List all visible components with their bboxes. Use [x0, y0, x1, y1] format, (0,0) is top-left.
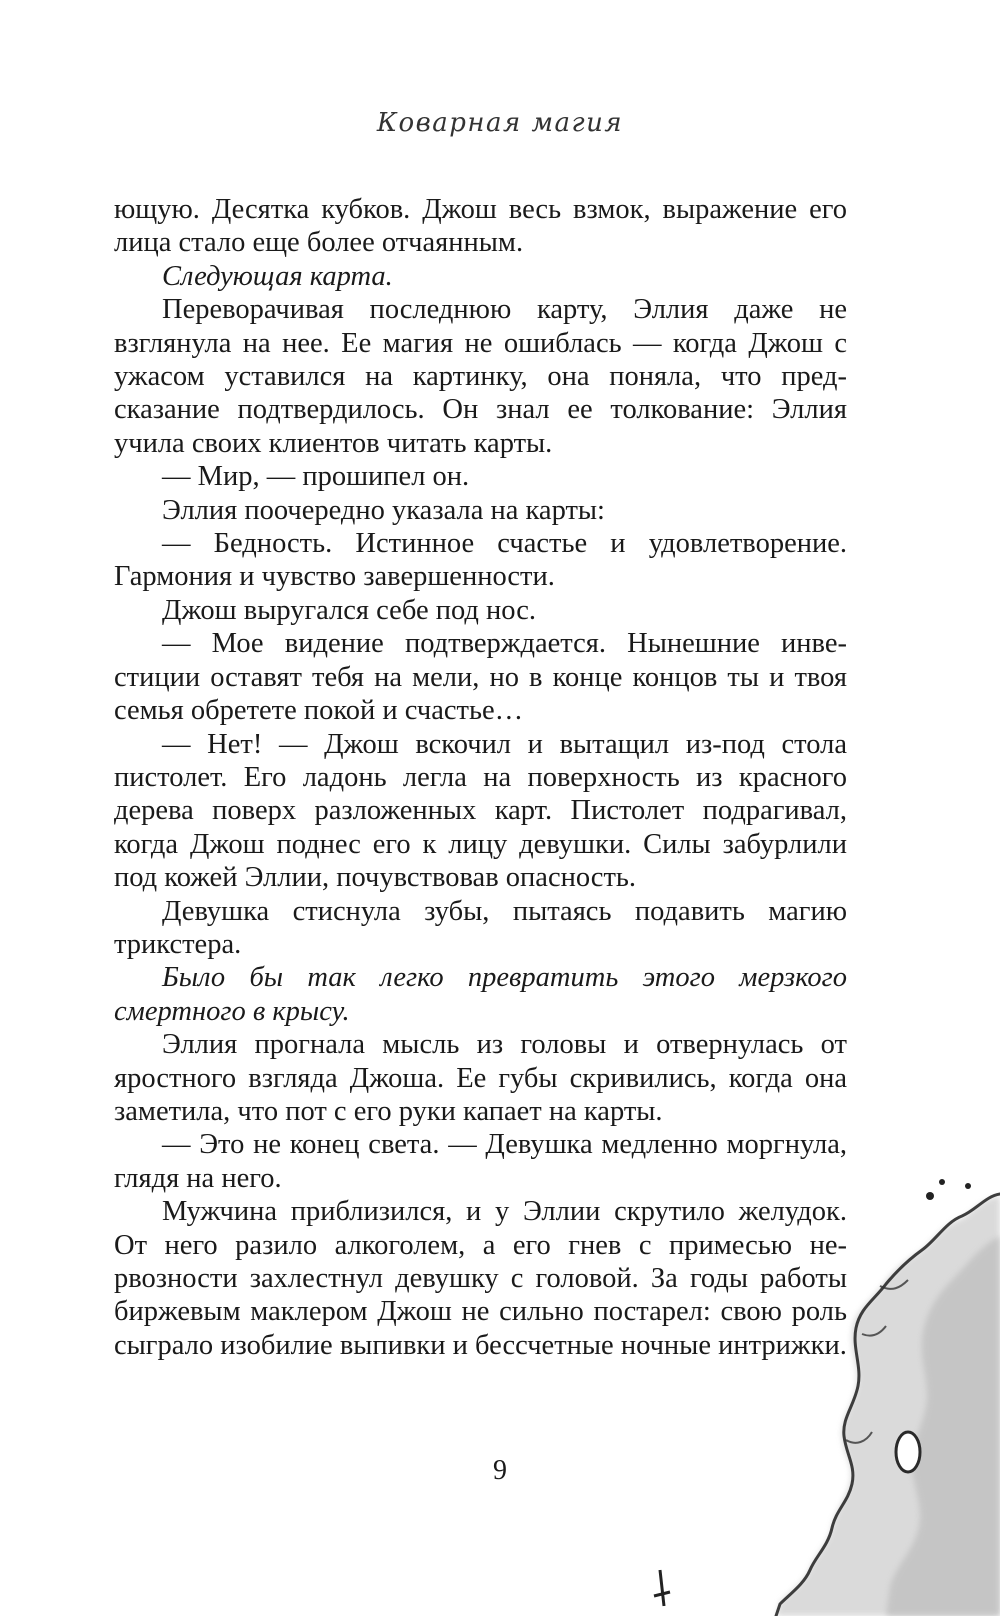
paragraph: Мужчина приблизился, и у Эллии скрутило желудок. От него разило алкоголем, а его гнев с примесью нервозности захлестнул девушку с головой. За годы работы биржевым маклером Джош не сильно постарел: свою роль сыграло изобилие выпивки и бессчетные ночные интрижки. [114, 1196, 847, 1361]
paragraph: — Это не конец света. — Девушка медленно моргнула, глядя на него. [114, 1129, 847, 1194]
paragraph: Эллия прогнала мысль из головы и отвернулась от яростного взгляда Джоша. Ее губы скривились, когда она заметила, что пот с его руки капает на карты. [114, 1029, 847, 1127]
running-title: Коварная магия [376, 108, 624, 138]
paragraph: Эллия поочередно указала на карты: [162, 494, 605, 526]
paragraph: — Нет! — Джош вскочил и вытащил из-под стола пистолет. Его ладонь легла на поверхность из красного дерева поверх разложенных карт. Пистолет подрагивал, когда Джош поднес его к лицу девушки. Силы забурлили под кожей Эллии, почувствовав опасность. [114, 728, 847, 894]
ink-spot [939, 1179, 945, 1185]
paragraph: Было бы так легко превратить этого мерзкого смертного в крысу. [114, 962, 847, 1027]
ink-spot [926, 1192, 934, 1200]
paragraph: — Мир, — прошипел он. [162, 461, 470, 493]
paragraph: Джош выругался себе под нос. [162, 594, 537, 626]
ink-fleck [654, 1570, 670, 1606]
paragraph: — Бедность. Истинное счастье и удовлетворение. Гармония и чувство завершенности. [114, 528, 847, 593]
ink-wash-illustration [640, 1156, 1000, 1616]
ink-hole [896, 1432, 920, 1472]
page-number: 9 [493, 1455, 507, 1486]
ink-spot [965, 1183, 971, 1189]
paragraph: Следующая карта. [162, 260, 393, 292]
paragraph: ющую. Десятка кубков. Джош весь взмок, выражение его лица стало еще более отчаянным. [114, 194, 847, 259]
paragraph: Переворачивая последнюю карту, Эллия даже не взглянула на нее. Ее магия не ошиблась — когда Джош с ужасом уставился на картинку, она поняла, что предсказание подтвердилось. Он знал ее толкование: Эллия учила своих клиентов читать карты. [114, 294, 847, 459]
paragraph: Девушка стиснула зубы, пытаясь подавить магию трикстера. [114, 895, 847, 960]
paragraph: — Мое видение подтверждается. Нынешние инвестиции оставят тебя на мели, но в конце концов ты и твоя семья обретете покой и счастье… [114, 628, 847, 727]
